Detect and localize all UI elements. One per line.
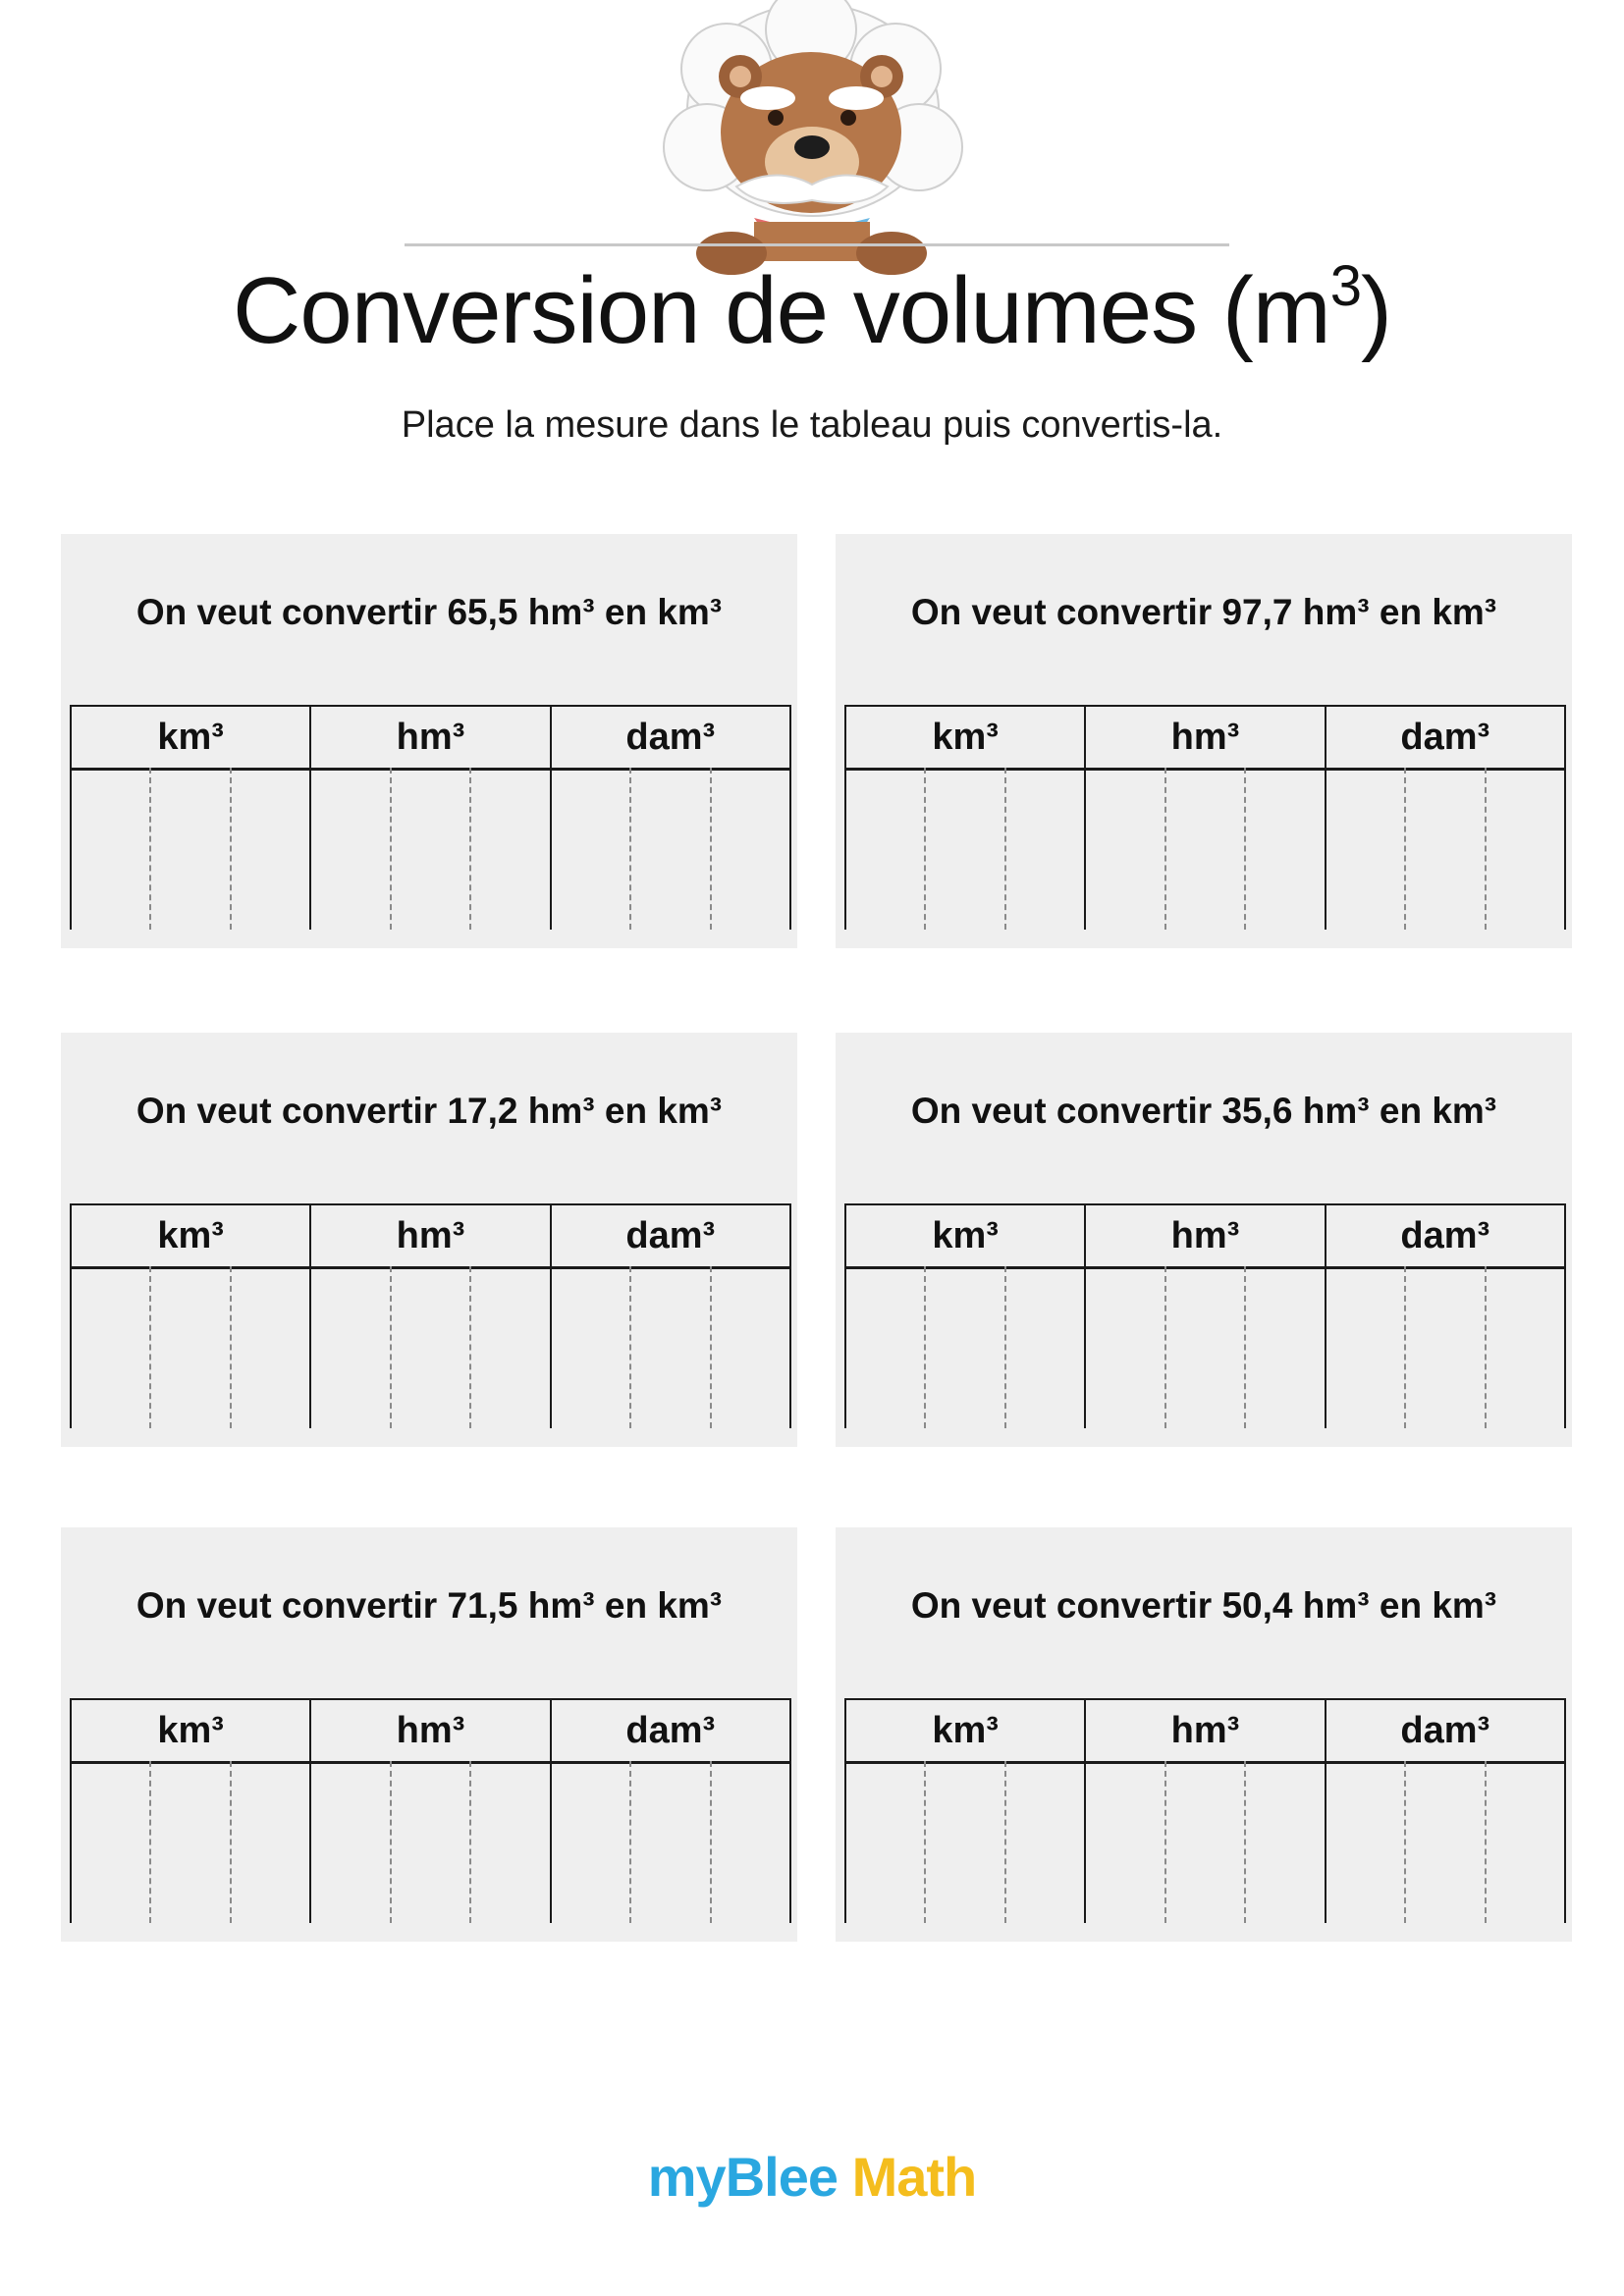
digit-cell[interactable] [232,768,309,930]
table-header [70,705,791,771]
digit-cell[interactable] [1326,1266,1406,1428]
digit-cell[interactable] [712,1761,789,1923]
table-header [70,1698,791,1764]
unit-group-km3 [72,1266,311,1428]
exercise-question: On veut convertir 65,5 hm³ en km³ [135,592,723,632]
unit-group-hm3 [1086,1761,1326,1923]
digit-cell[interactable] [712,1266,789,1428]
table-header [844,1698,1566,1764]
digit-cell[interactable] [311,768,391,930]
table-body [844,1266,1566,1428]
digit-cell[interactable] [1086,768,1165,930]
digit-cell[interactable] [1086,1266,1165,1428]
unit-header-km3: km³ [72,1205,311,1266]
table-header [844,1203,1566,1269]
digit-cell[interactable] [631,1266,711,1428]
unit-group-dam3 [1326,1761,1564,1923]
unit-header-dam3: dam³ [1400,1214,1490,1256]
unit-header-hm3: hm³ [311,707,551,768]
exercise-card-3 [61,1033,797,1447]
unit-header-dam3: dam³ [625,716,716,758]
digit-cell[interactable] [72,1761,151,1923]
digit-cell[interactable] [1326,768,1406,930]
exercise-question: On veut convertir 50,4 hm³ en km³ [910,1585,1497,1626]
title-exponent: 3 [1329,254,1362,318]
table-body [844,1761,1566,1923]
bear-mascot-icon [638,0,982,280]
conversion-table [70,1203,789,1431]
digit-cell[interactable] [1487,1761,1564,1923]
exercise-card-5 [61,1527,797,1942]
unit-group-hm3 [311,1266,551,1428]
digit-cell[interactable] [846,1761,926,1923]
unit-group-km3 [72,1761,311,1923]
unit-header-km3: km³ [846,1700,1086,1761]
unit-header-dam3: dam³ [1400,716,1490,758]
page-title [0,254,1624,365]
digit-cell[interactable] [1406,1266,1486,1428]
digit-cell[interactable] [1487,1266,1564,1428]
digit-cell[interactable] [392,768,471,930]
exercise-question: On veut convertir 17,2 hm³ en km³ [135,1091,723,1131]
unit-header-hm3: hm³ [1086,1205,1326,1266]
digit-cell[interactable] [1166,1761,1246,1923]
exercise-card-4 [836,1033,1572,1447]
table-body [70,1761,791,1923]
header-divider [405,243,1229,246]
digit-cell[interactable] [1166,768,1246,930]
digit-cell[interactable] [631,1761,711,1923]
unit-header-km3: km³ [72,707,311,768]
unit-group-km3 [846,1266,1086,1428]
unit-group-km3 [846,1761,1086,1923]
unit-header-dam3: dam³ [1400,1709,1490,1751]
digit-cell[interactable] [471,768,549,930]
unit-group-km3 [72,768,311,930]
digit-cell[interactable] [1246,1761,1324,1923]
conversion-table [844,705,1564,933]
digit-cell[interactable] [471,1266,549,1428]
exercise-question: On veut convertir 97,7 hm³ en km³ [910,592,1497,632]
digit-cell[interactable] [72,1266,151,1428]
unit-header-km3: km³ [846,707,1086,768]
unit-header-km3: km³ [72,1700,311,1761]
unit-group-hm3 [1086,1266,1326,1428]
unit-header-dam3: dam³ [625,1709,716,1751]
digit-cell[interactable] [1246,768,1324,930]
unit-group-dam3 [552,1761,789,1923]
exercise-question: On veut convertir 35,6 hm³ en km³ [910,1091,1497,1131]
logo-part-math: Math [851,2146,977,2208]
table-header [844,705,1566,771]
unit-group-dam3 [1326,768,1564,930]
digit-cell[interactable] [392,1266,471,1428]
digit-cell[interactable] [926,1266,1005,1428]
unit-group-hm3 [311,768,551,930]
unit-header-hm3: hm³ [311,1700,551,1761]
digit-cell[interactable] [1406,768,1486,930]
unit-group-hm3 [1086,768,1326,930]
digit-cell[interactable] [151,768,231,930]
digit-cell[interactable] [1086,1761,1165,1923]
digit-cell[interactable] [232,1761,309,1923]
exercise-card-2 [836,534,1572,948]
page-subtitle: Place la mesure dans le tableau puis convertis-la. [401,404,1223,446]
table-body [70,1266,791,1428]
unit-header-hm3: hm³ [311,1205,551,1266]
unit-group-dam3 [552,1266,789,1428]
digit-cell[interactable] [1006,1266,1084,1428]
digit-cell[interactable] [926,768,1005,930]
digit-cell[interactable] [846,1266,926,1428]
unit-header-hm3: hm³ [1086,1700,1326,1761]
unit-group-dam3 [552,768,789,930]
conversion-table [844,1203,1564,1431]
conversion-table [844,1698,1564,1926]
digit-cell[interactable] [72,768,151,930]
unit-header-km3: km³ [846,1205,1086,1266]
unit-group-km3 [846,768,1086,930]
digit-cell[interactable] [232,1266,309,1428]
unit-group-dam3 [1326,1266,1564,1428]
digit-cell[interactable] [631,768,711,930]
exercise-question: On veut convertir 71,5 hm³ en km³ [135,1585,723,1626]
digit-cell[interactable] [311,1266,391,1428]
logo-part-myblee: myBlee [647,2146,838,2208]
digit-cell[interactable] [151,1761,231,1923]
digit-cell[interactable] [552,768,631,930]
brand-logo [0,2145,1624,2209]
digit-cell[interactable] [846,768,926,930]
title-text: Conversion de volumes (m [232,258,1330,363]
digit-cell[interactable] [1326,1761,1406,1923]
digit-cell[interactable] [311,1761,391,1923]
exercise-card-1 [61,534,797,948]
digit-cell[interactable] [392,1761,471,1923]
unit-group-hm3 [311,1761,551,1923]
digit-cell[interactable] [151,1266,231,1428]
table-body [844,768,1566,930]
digit-cell[interactable] [1246,1266,1324,1428]
digit-cell[interactable] [1166,1266,1246,1428]
digit-cell[interactable] [712,768,789,930]
conversion-table [70,1698,789,1926]
digit-cell[interactable] [1006,1761,1084,1923]
title-close: ) [1361,258,1391,363]
unit-header-dam3: dam³ [625,1214,716,1256]
digit-cell[interactable] [471,1761,549,1923]
conversion-table [70,705,789,933]
exercise-card-6 [836,1527,1572,1942]
digit-cell[interactable] [1406,1761,1486,1923]
digit-cell[interactable] [926,1761,1005,1923]
table-header [70,1203,791,1269]
table-body [70,768,791,930]
digit-cell[interactable] [552,1266,631,1428]
digit-cell[interactable] [552,1761,631,1923]
digit-cell[interactable] [1487,768,1564,930]
unit-header-hm3: hm³ [1086,707,1326,768]
digit-cell[interactable] [1006,768,1084,930]
